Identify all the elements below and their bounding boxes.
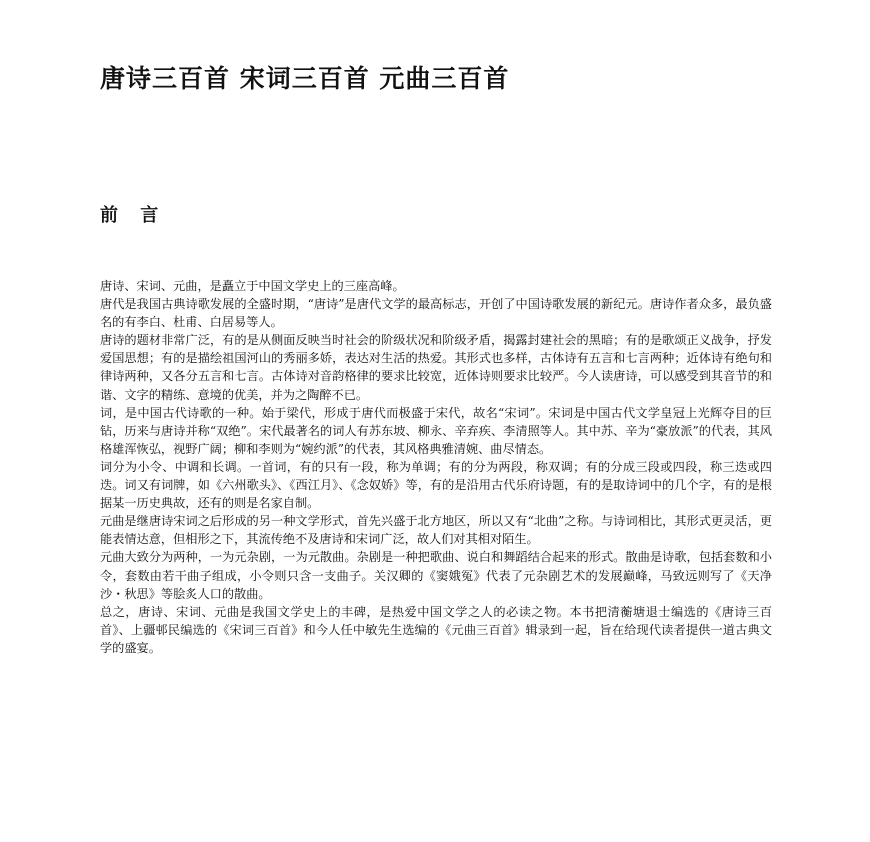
paragraph: 总之，唐诗、宋词、元曲是我国文学史上的丰碑，是热爱中国文学之人的必读之物。本书把清蘅塘退士编选的《唐诗三百首》、上疆邨民编选的《宋词三百首》和今人任中敏先生选编的《元曲三百首》辑录到一起，旨在给现代读者提供一道古典文学的盛宴。 xyxy=(100,604,772,655)
paragraph: 元曲是继唐诗宋词之后形成的另一种文学形式，首先兴盛于北方地区，所以又有“北曲”之称。与诗词相比，其形式更灵活，更能表情达意，但相形之下，其流传绝不及唐诗和宋词广泛，故人们对其相对陌生。 xyxy=(100,514,772,547)
preface-body xyxy=(100,277,772,657)
paragraph: 唐诗的题材非常广泛，有的是从侧面反映当时社会的阶级状况和阶级矛盾，揭露封建社会的黑暗；有的是歌颂正义战争，抒发爱国思想；有的是描绘祖国河山的秀丽多娇，表达对生活的热爱。其形式也多样，古体诗有五言和七言两种；近体诗有绝句和律诗两种，又各分五言和七言。古体诗对音韵格律的要求比较宽，近体诗则要求比较严。今人读唐诗，可以感受到其音节的和谐、文字的精练、意境的优美，并为之陶醉不已。 xyxy=(100,333,772,402)
paragraph: 词分为小令、中调和长调。一首词，有的只有一段，称为单调；有的分为两段，称双调；有的分成三段或四段，称三迭或四迭。词又有词牌，如《六州歌头》、《西江月》、《念奴娇》等，有的是沿用古代乐府诗题，有的是取诗词中的几个字，有的是根据某一历史典故，还有的则是名家自制。 xyxy=(100,459,772,511)
paragraph: 元曲大致分为两种，一为元杂剧，一为元散曲。杂剧是一种把歌曲、说白和舞蹈结合起来的形式。散曲是诗歌，包括套数和小令，套数由若干曲子组成，小令则只含一支曲子。关汉卿的《窦娥冤》代表了元杂剧艺术的发展巅峰，马致远则写了《天净沙・秋思》等脍炙人口的散曲。 xyxy=(100,550,772,601)
section-heading-preface: 前 言 xyxy=(100,205,167,226)
paragraph: 唐诗、宋词、元曲，是矗立于中国文学史上的三座高峰。 xyxy=(100,279,405,293)
book-title: 唐诗三百首 宋词三百首 元曲三百首 xyxy=(100,64,510,93)
paragraph: 唐代是我国古典诗歌发展的全盛时期，“唐诗”是唐代文学的最高标志，开创了中国诗歌发展的新纪元。唐诗作者众多，最负盛名的有李白、杜甫、白居易等人。 xyxy=(100,297,772,330)
paragraph: 词，是中国古代诗歌的一种。始于梁代，形成于唐代而极盛于宋代，故名“宋词”。宋词是中国古代文学皇冠上光辉夺目的巨钻，历来与唐诗并称“双绝”。宋代最著名的词人有苏东坡、柳永、辛弃疾、李清照等人。其中苏、辛为“豪放派”的代表，其风格雄浑恢弘，视野广阔；柳和李则为“婉约派”的代表，其风格典雅清婉、曲尽情态。 xyxy=(100,405,772,456)
